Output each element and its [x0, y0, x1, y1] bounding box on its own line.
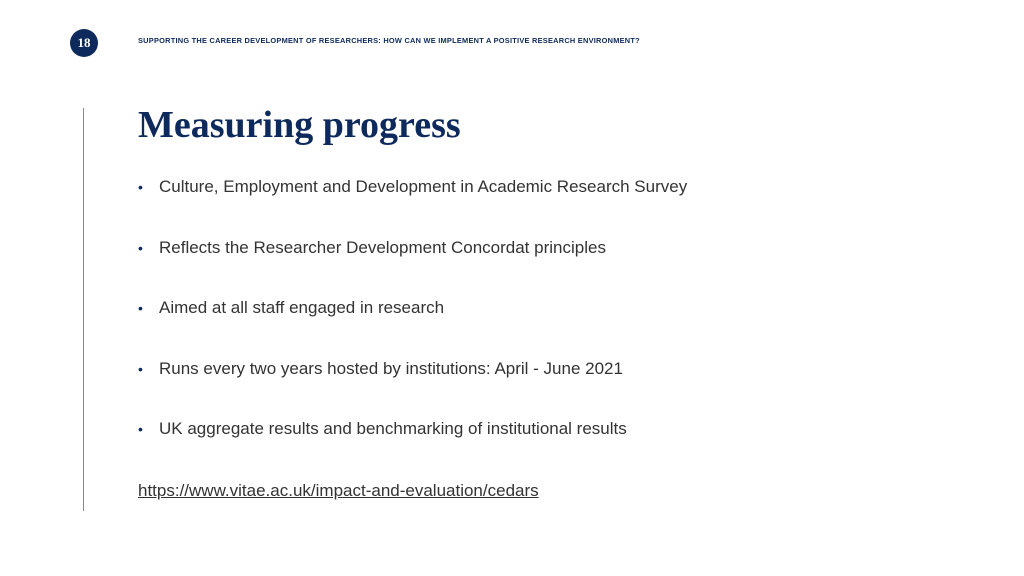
slide-title: Measuring progress	[138, 104, 461, 146]
bullet-icon: •	[138, 300, 143, 316]
bullet-icon: •	[138, 239, 143, 256]
bullet-icon: •	[138, 179, 143, 195]
header-title: SUPPORTING THE CAREER DEVELOPMENT OF RESEARCHERS: HOW CAN WE IMPLEMENT A POSITIVE RESEARCH ENVIRONMENT?	[138, 36, 640, 45]
bullet-text: Aimed at all staff engaged in research	[159, 298, 445, 317]
bullet-icon: •	[138, 421, 143, 437]
bullet-text: Culture, Employment and Development in Academic Research Survey	[159, 177, 688, 196]
page-number-badge: 18	[70, 29, 98, 57]
bullet-icon: •	[138, 360, 143, 377]
bullet-text: UK aggregate results and benchmarking of institutional results	[159, 419, 627, 438]
bullet-text: Reflects the Researcher Development Concordat principles	[159, 237, 606, 257]
vertical-divider	[83, 108, 84, 511]
cedars-link[interactable]: https://www.vitae.ac.uk/impact-and-evaluation/cedars	[138, 481, 539, 500]
bullet-text: Runs every two years hosted by institutions: April - June 2021	[159, 358, 623, 378]
